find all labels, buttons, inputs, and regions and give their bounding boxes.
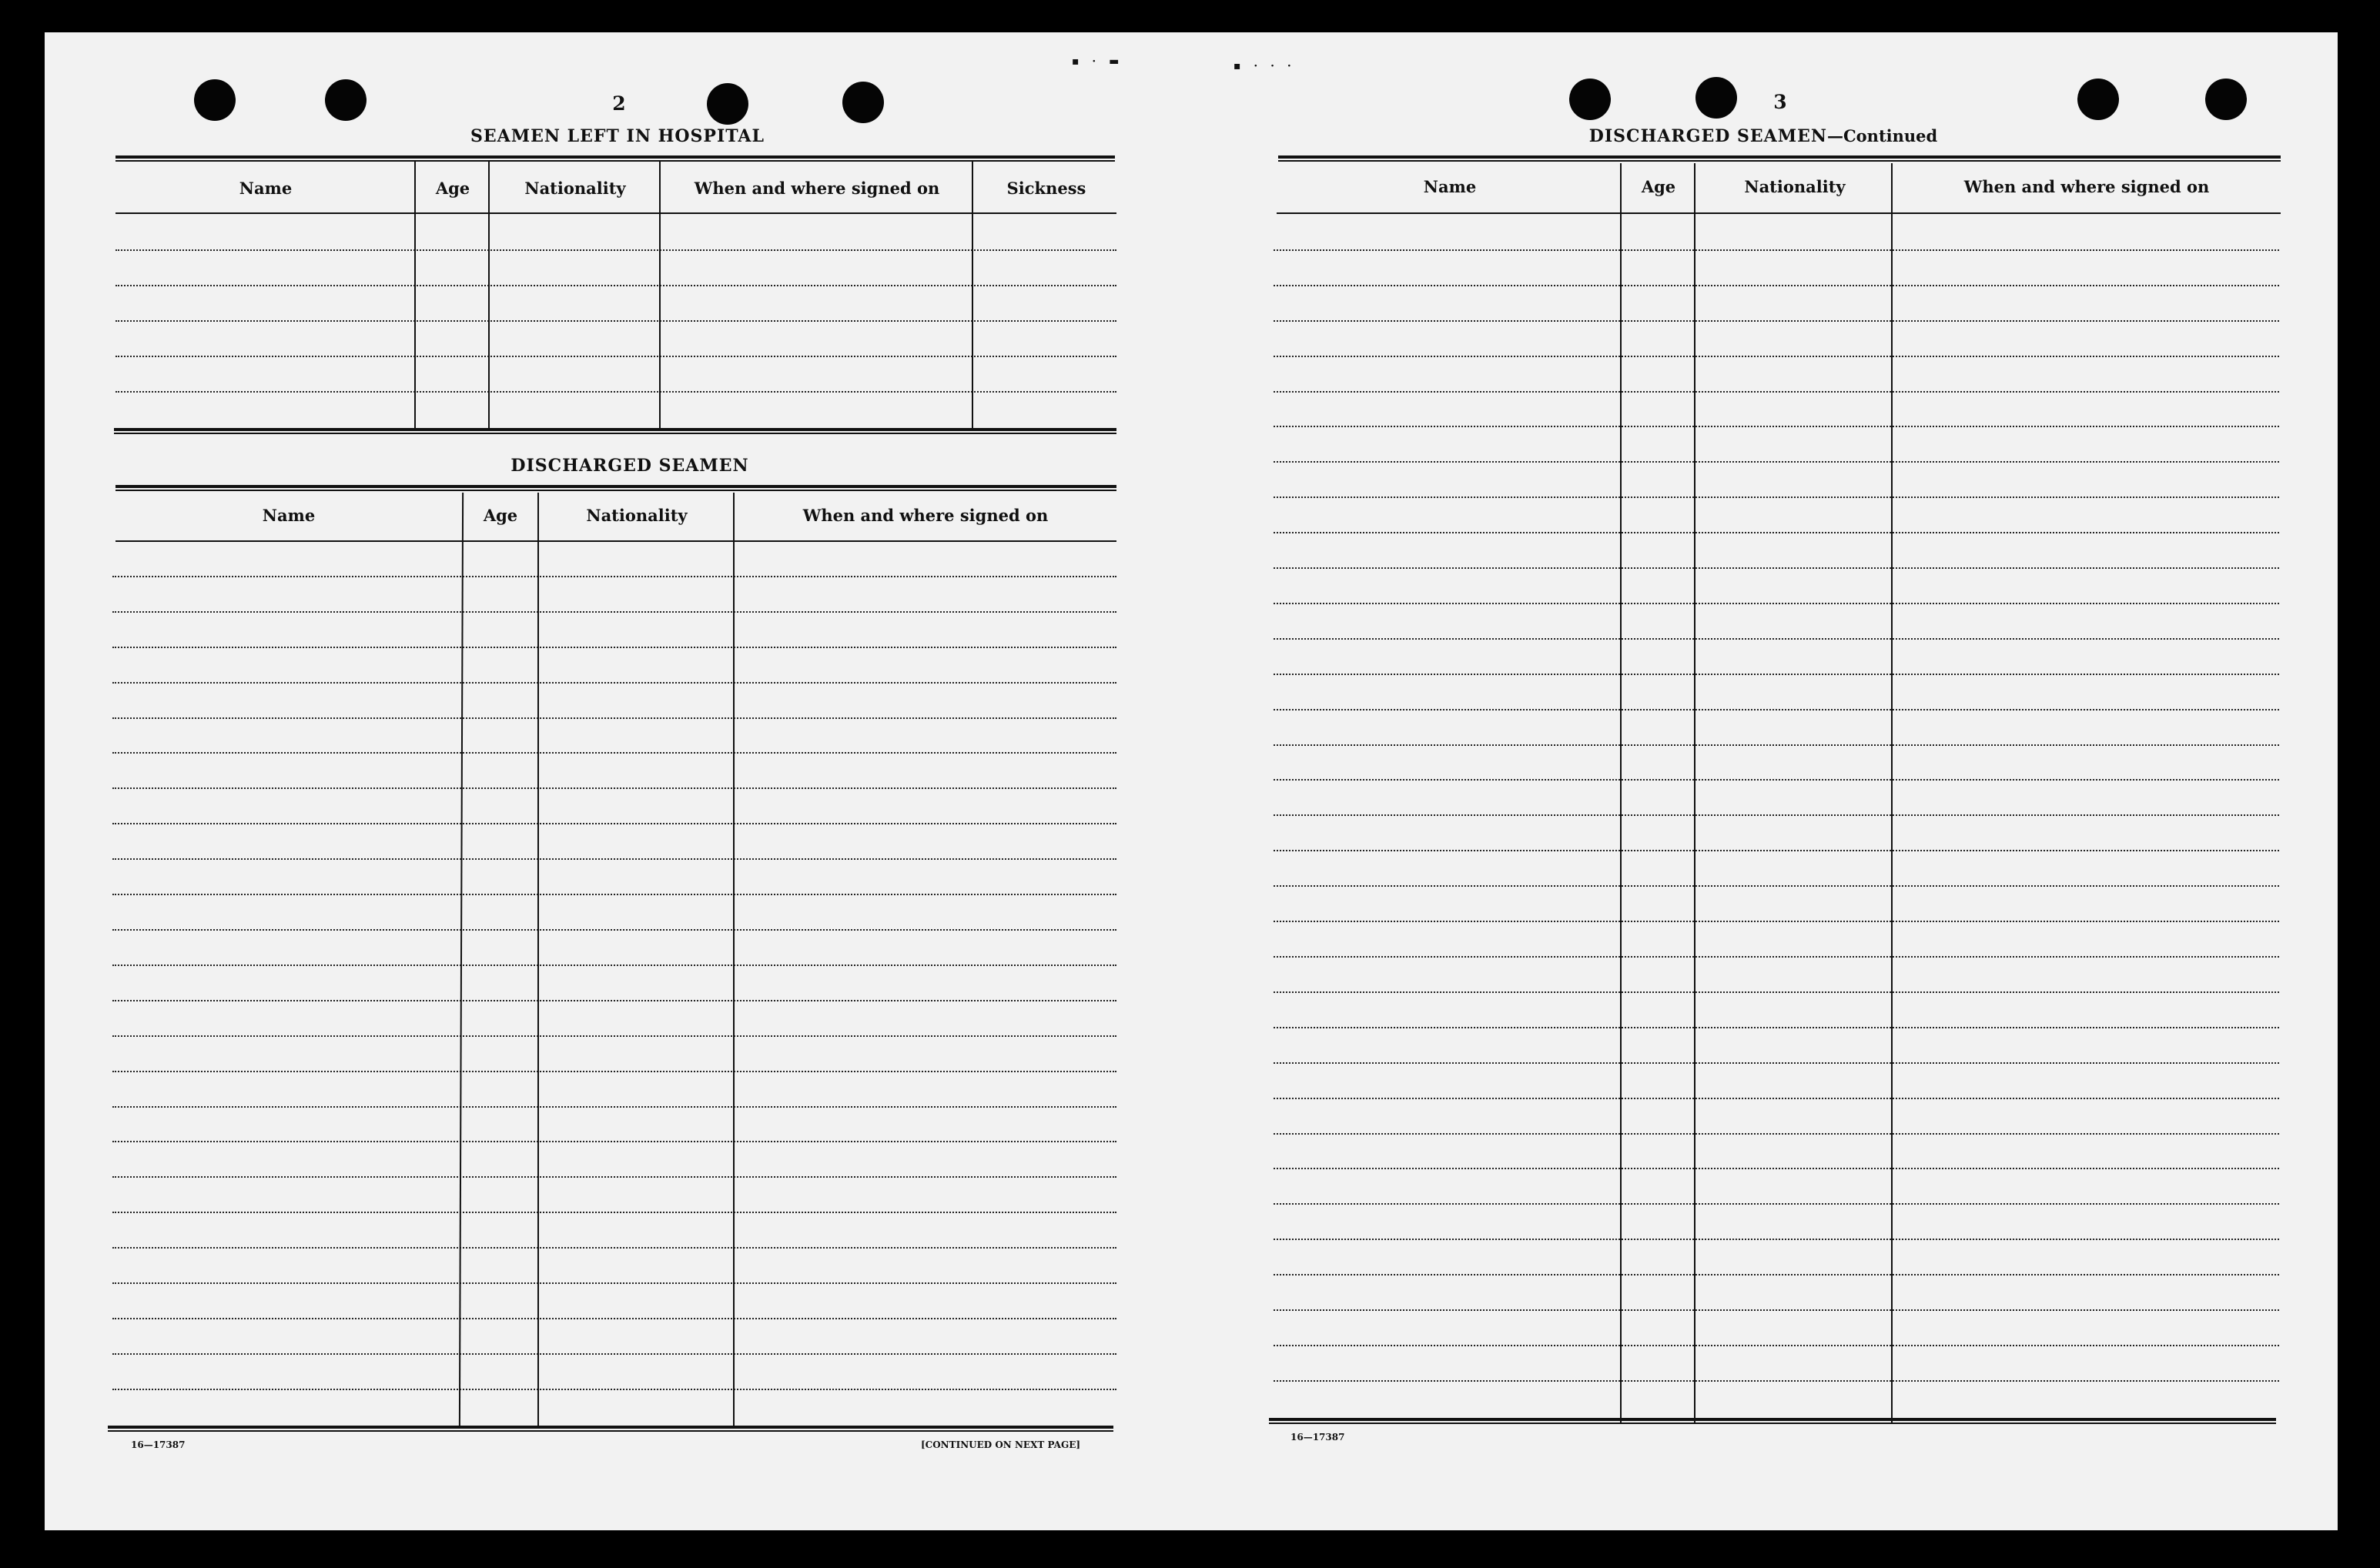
right-ruled-line [1274,1345,2279,1346]
right-ruled-line [1274,1309,2279,1311]
hospital-col-divider [659,162,661,430]
right-ruled-line [1274,1380,2279,1382]
hospital-col-divider [414,162,416,430]
right-col-divider [1620,163,1622,1423]
right-ruled-line [1274,1203,2279,1205]
right-ruled-line [1274,496,2279,498]
discharged-ruled-line [112,965,1116,966]
discharged-col-name: Name [262,506,316,525]
right-col-name: Name [1423,177,1477,196]
punch-hole [842,82,884,123]
discharged-ruled-line [112,1106,1116,1108]
right-ruled-line [1274,461,2279,463]
discharged-ruled-line [112,682,1116,684]
scan-specks: ▪ · · · [1234,60,1296,72]
right-ruled-line [1274,285,2279,286]
discharged-ruled-line [112,929,1116,931]
hospital-table-top-rule [115,155,1115,162]
hospital-ruled-line [115,356,1116,357]
hospital-header-rule [115,212,1116,214]
right-ruled-line [1274,603,2279,604]
discharged-ruled-line [112,576,1116,577]
punch-hole [2077,79,2119,120]
right-ruled-line [1274,1027,2279,1028]
discharged-col-age: Age [483,506,518,525]
discharged-header-rule [115,540,1116,542]
right-ruled-line [1274,1098,2279,1099]
discharged-col-divider [537,493,539,1429]
right-ruled-line [1274,426,2279,427]
discharged-ruled-line [112,717,1116,719]
right-table-bottom-rule [1269,1418,2276,1424]
right-col-divider [1891,163,1893,1423]
discharged-col-signed-on: When and where signed on [802,506,1049,525]
discharged-ruled-line [112,1141,1116,1142]
right-ruled-line [1274,956,2279,958]
hospital-ruled-line [115,391,1116,393]
discharged-ruled-line [112,611,1116,613]
hospital-col-divider [972,162,973,430]
discharged-table-bottom-rule [108,1426,1113,1432]
right-ruled-line [1274,1274,2279,1275]
right-table-top-rule [1278,155,2281,162]
discharged-section-title: DISCHARGED SEAMEN [510,456,749,476]
hospital-col-age: Age [435,179,470,198]
hospital-ruled-line [115,320,1116,322]
right-ruled-line [1274,1168,2279,1169]
punch-hole [2205,79,2247,120]
right-ruled-line [1274,320,2279,322]
right-ruled-line [1274,391,2279,393]
discharged-ruled-line [112,1353,1116,1355]
form-number-left: 16—17387 [131,1439,186,1450]
right-col-divider [1694,163,1695,1423]
right-col-signed-on: When and where signed on [1963,177,2210,196]
hospital-section-title: SEAMEN LEFT IN HOSPITAL [470,126,765,146]
discharged-ruled-line [112,647,1116,648]
right-ruled-line [1274,638,2279,640]
right-ruled-line [1274,744,2279,746]
hospital-col-divider [488,162,490,430]
hospital-ruled-line [115,285,1116,286]
right-ruled-line [1274,532,2279,533]
discharged-ruled-line [112,1071,1116,1072]
right-ruled-line [1274,356,2279,357]
right-ruled-line [1274,885,2279,887]
discharged-continued-title-text: DISCHARGED SEAMEN [1588,126,1827,146]
discharged-ruled-line [112,1247,1116,1249]
right-col-age: Age [1641,177,1676,196]
discharged-ruled-line [112,1000,1116,1001]
continued-note: [CONTINUED ON NEXT PAGE] [921,1439,1081,1450]
punch-hole [325,79,367,121]
continued-suffix: —Continued [1826,126,1938,145]
discharged-ruled-line [112,1318,1116,1319]
right-ruled-line [1274,1133,2279,1135]
hospital-table-bottom-rule [114,428,1116,434]
discharged-ruled-line [112,1176,1116,1178]
page-number-right: 3 [1773,91,1787,113]
discharged-ruled-line [112,1282,1116,1284]
scan-specks: ▪ · ▬ [1072,55,1124,68]
right-ruled-line [1274,249,2279,251]
form-number-right: 16—17387 [1290,1432,1345,1443]
right-ruled-line [1274,674,2279,675]
discharged-ruled-line [112,787,1116,789]
discharged-ruled-line [112,894,1116,895]
right-ruled-line [1274,921,2279,922]
right-ruled-line [1274,1062,2279,1064]
discharged-table-top-rule [115,485,1116,491]
discharged-ruled-line [112,752,1116,754]
discharged-ruled-line [112,1212,1116,1213]
right-ruled-line [1274,709,2279,710]
right-ruled-line [1274,1239,2279,1240]
punch-hole [707,83,748,125]
punch-hole [1695,77,1737,119]
right-col-nationality: Nationality [1744,177,1846,196]
discharged-col-nationality: Nationality [586,506,688,525]
right-ruled-line [1274,991,2279,993]
right-ruled-line [1274,779,2279,781]
discharged-col-divider [733,493,735,1429]
right-ruled-line [1274,814,2279,816]
right-ruled-line [1274,567,2279,569]
punch-hole [194,79,236,121]
discharged-ruled-line [112,1035,1116,1037]
hospital-col-name: Name [239,179,293,198]
right-header-rule [1277,212,2281,214]
page-number-left: 2 [612,92,626,115]
hospital-col-nationality: Nationality [524,179,626,198]
hospital-ruled-line [115,249,1116,251]
ledger-spread [45,32,2338,1530]
discharged-ruled-line [112,823,1116,824]
hospital-col-sickness: Sickness [1006,179,1086,198]
punch-hole [1569,79,1611,120]
right-ruled-line [1274,850,2279,851]
discharged-ruled-line [112,1389,1116,1390]
discharged-continued-title [1589,126,1937,146]
discharged-ruled-line [112,858,1116,860]
hospital-col-signed-on: When and where signed on [694,179,940,198]
